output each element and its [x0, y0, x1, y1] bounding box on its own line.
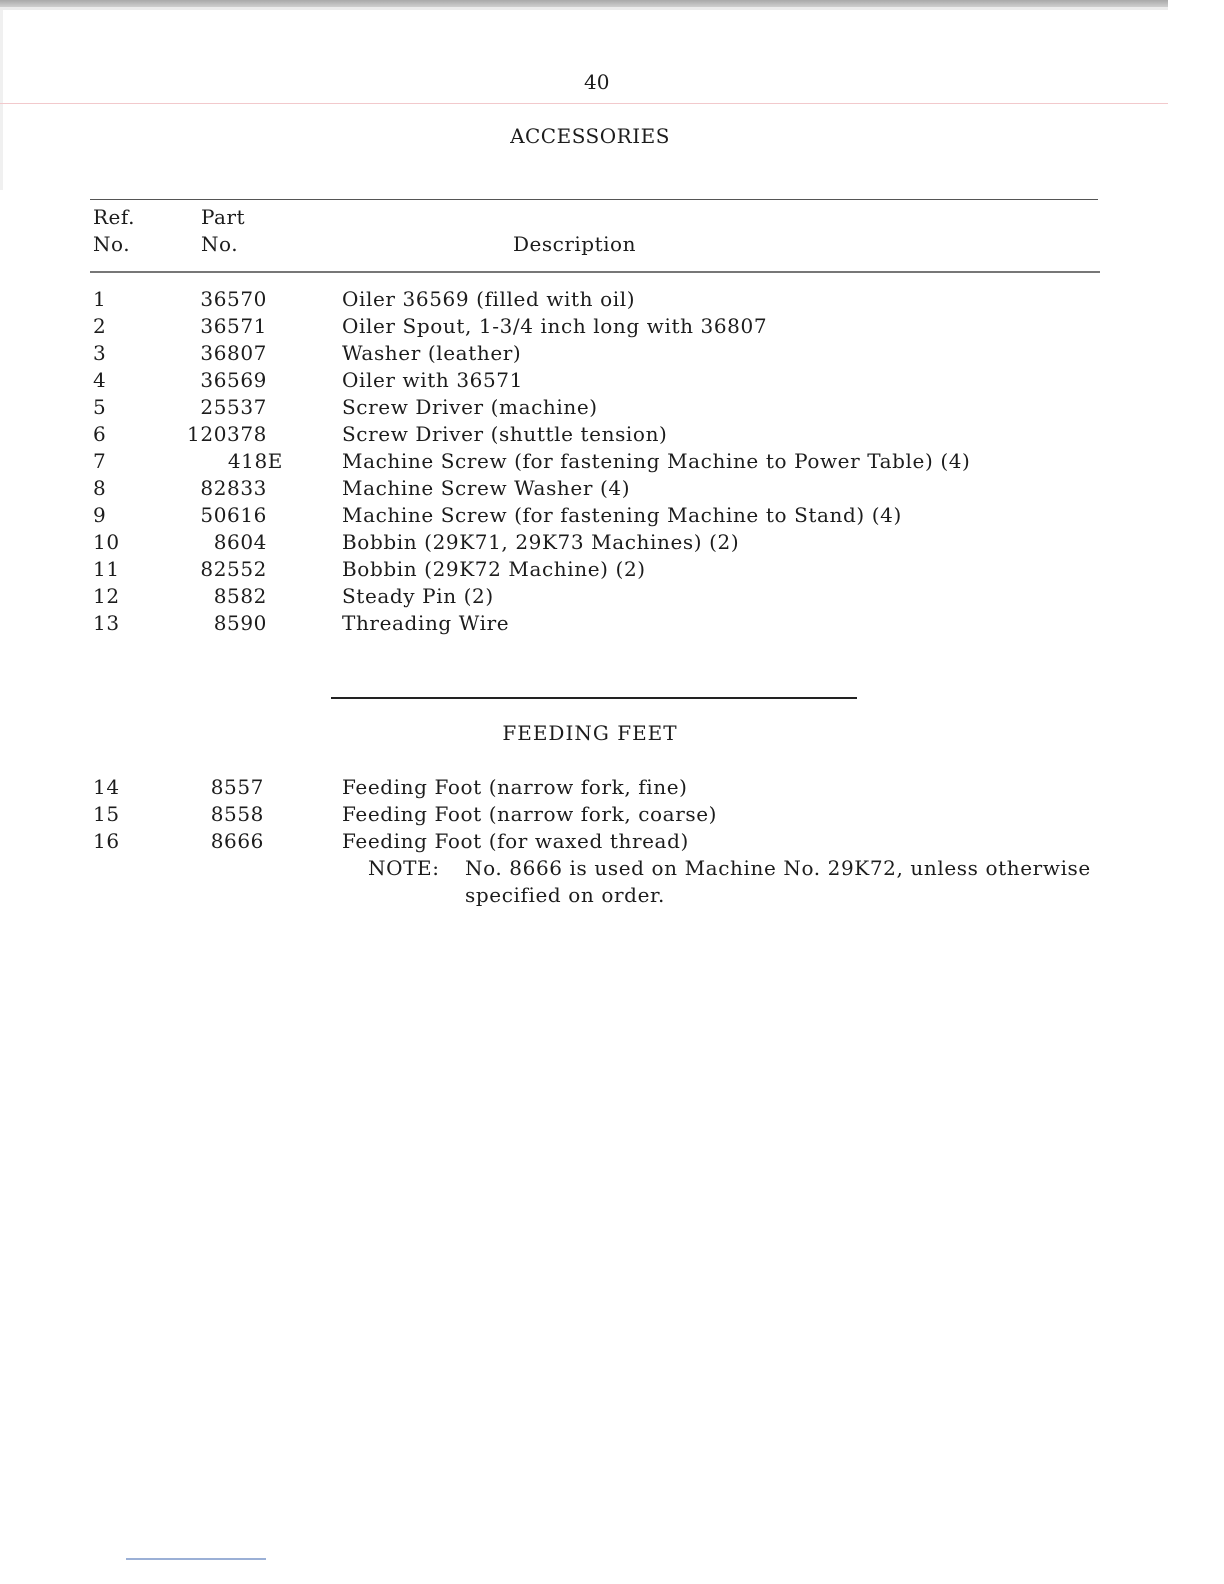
part-number: 8558	[210, 802, 264, 826]
ref-number: 6	[93, 422, 107, 446]
part-description: Machine Screw (for fastening Machine to Stand) (4)	[342, 503, 902, 527]
ref-number: 5	[93, 395, 107, 419]
table-header-top-rule	[90, 199, 1098, 200]
part-number: 120378	[187, 422, 267, 446]
column-header-ref-no	[93, 204, 135, 258]
page-number: 40	[584, 70, 610, 94]
header-divider	[0, 103, 1168, 104]
part-description: Threading Wire	[342, 611, 510, 635]
ref-header-line1: Ref.	[93, 205, 135, 229]
ref-number: 8	[93, 476, 107, 500]
part-description: Oiler 36569 (filled with oil)	[342, 287, 636, 311]
part-description: Oiler with 36571	[342, 368, 523, 392]
part-description: Feeding Foot (narrow fork, fine)	[342, 775, 688, 799]
feeding-feet-title: FEEDING FEET	[502, 721, 678, 745]
part-number: 36570	[200, 287, 267, 311]
ref-number: 14	[93, 775, 120, 799]
column-header-part-no	[201, 204, 245, 258]
ref-number: 3	[93, 341, 107, 365]
scan-left-edge	[0, 10, 3, 190]
ref-header-line2: No.	[93, 232, 131, 256]
ref-number: 13	[93, 611, 120, 635]
part-number: 8590	[213, 611, 267, 635]
ref-number: 16	[93, 829, 120, 853]
table-header-bottom-rule	[90, 271, 1100, 273]
part-description: Bobbin (29K72 Machine) (2)	[342, 557, 646, 581]
ref-number: 15	[93, 802, 120, 826]
part-number: 50616	[200, 503, 267, 527]
part-description: Machine Screw Washer (4)	[342, 476, 631, 500]
ref-number: 12	[93, 584, 120, 608]
scan-top-edge	[0, 0, 1168, 7]
column-header-description: Description	[513, 232, 636, 256]
note-label: NOTE:	[368, 856, 440, 880]
scan-bottom-mark	[126, 1558, 266, 1560]
section-divider	[331, 697, 857, 699]
part-description: Steady Pin (2)	[342, 584, 494, 608]
part-number: 8582	[213, 584, 267, 608]
part-number: 36571	[200, 314, 267, 338]
part-description: Screw Driver (shuttle tension)	[342, 422, 668, 446]
part-number: 418E	[227, 449, 283, 473]
ref-number: 9	[93, 503, 107, 527]
part-number: 36569	[200, 368, 267, 392]
part-description: Bobbin (29K71, 29K73 Machines) (2)	[342, 530, 740, 554]
ref-number: 2	[93, 314, 107, 338]
part-description: Feeding Foot (narrow fork, coarse)	[342, 802, 718, 826]
scan-top-shadow	[0, 7, 1168, 10]
part-header-line2: No.	[201, 232, 239, 256]
part-description: Screw Driver (machine)	[342, 395, 598, 419]
part-description: Machine Screw (for fastening Machine to Power Table) (4)	[342, 449, 971, 473]
part-number: 8666	[210, 829, 264, 853]
part-description: Feeding Foot (for waxed thread)	[342, 829, 689, 853]
part-number: 36807	[200, 341, 267, 365]
part-number: 82833	[200, 476, 267, 500]
ref-number: 4	[93, 368, 107, 392]
part-header-line1: Part	[201, 205, 246, 229]
ref-number: 11	[93, 557, 120, 581]
ref-number: 10	[93, 530, 120, 554]
part-number: 82552	[200, 557, 267, 581]
part-description: Oiler Spout, 1-3/4 inch long with 36807	[342, 314, 768, 338]
part-number: 25537	[200, 395, 267, 419]
ref-number: 1	[93, 287, 107, 311]
accessories-title: ACCESSORIES	[510, 124, 670, 148]
part-description: Washer (leather)	[342, 341, 522, 365]
part-number: 8557	[210, 775, 264, 799]
part-number: 8604	[213, 530, 267, 554]
ref-number: 7	[93, 449, 107, 473]
note-text: No. 8666 is used on Machine No. 29K72, unless otherwise specified on order.	[465, 856, 1091, 907]
